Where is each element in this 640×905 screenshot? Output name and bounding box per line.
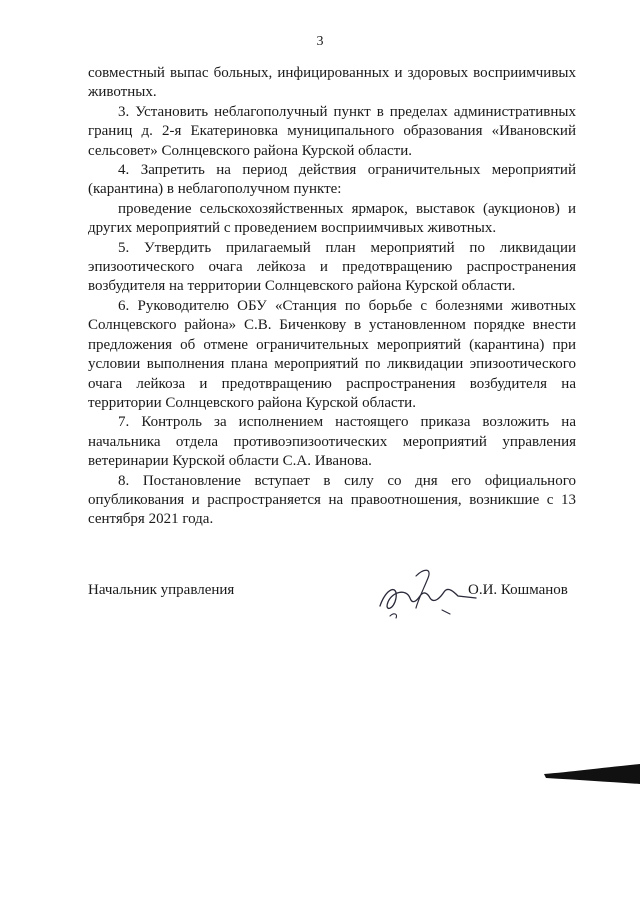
signatory-name: О.И. Кошманов	[468, 582, 568, 598]
paragraph-item-6: 6. Руководителю ОБУ «Станция по борьбе с болезнями животных Солнцевского района» С.В. Биченкову в установленном порядке внести предложения об отмене ограничительных мероприятий (карантина) при условии выполнения плана мероприятий по ликвидации эпизоотического очага лейкоза и предотвращению распространения возбудителя на территории Солнцевского района Курской области.	[88, 297, 576, 411]
handwritten-signature-icon	[372, 558, 482, 624]
page-number: 3	[316, 34, 324, 49]
paragraph-item-4: 4. Запретить на период действия ограничительных мероприятий (карантина) в неблагополучном пункте:	[88, 162, 576, 198]
paragraph-item-7: 7. Контроль за исполнением настоящего приказа возложить на начальника отдела противоэпизоотических мероприятий управления ветеринарии Курской области С.А. Иванова.	[88, 414, 576, 470]
paragraph-item-3: 3. Установить неблагополучный пункт в пределах административных границ д. 2-я Екатериновка муниципального образования «Ивановский сельсовет» Солнцевского района Курской области.	[88, 103, 576, 159]
signatory-title: Начальник управления	[88, 582, 235, 598]
paragraph-item-4-detail: проведение сельскохозяйственных ярмарок, выставок (аукционов) и других мероприятий с проведением восприимчивых животных.	[88, 200, 576, 237]
paragraph-item-8: 8. Постановление вступает в силу со дня его официального опубликования и распространяется на правоотношения, возникшие с 13 сентября 2021 года.	[88, 472, 576, 528]
paragraph-item-5: 5. Утвердить прилагаемый план мероприятий по ликвидации эпизоотического очага лейкоза и предотвращению распространения возбудителя на территории Солнцевского района Курской области.	[88, 239, 576, 295]
document-body	[88, 64, 576, 530]
scan-edge-mark-icon	[540, 762, 640, 794]
paragraph-continuation: совместный выпас больных, инфицированных и здоровых восприимчивых животных.	[88, 65, 576, 101]
